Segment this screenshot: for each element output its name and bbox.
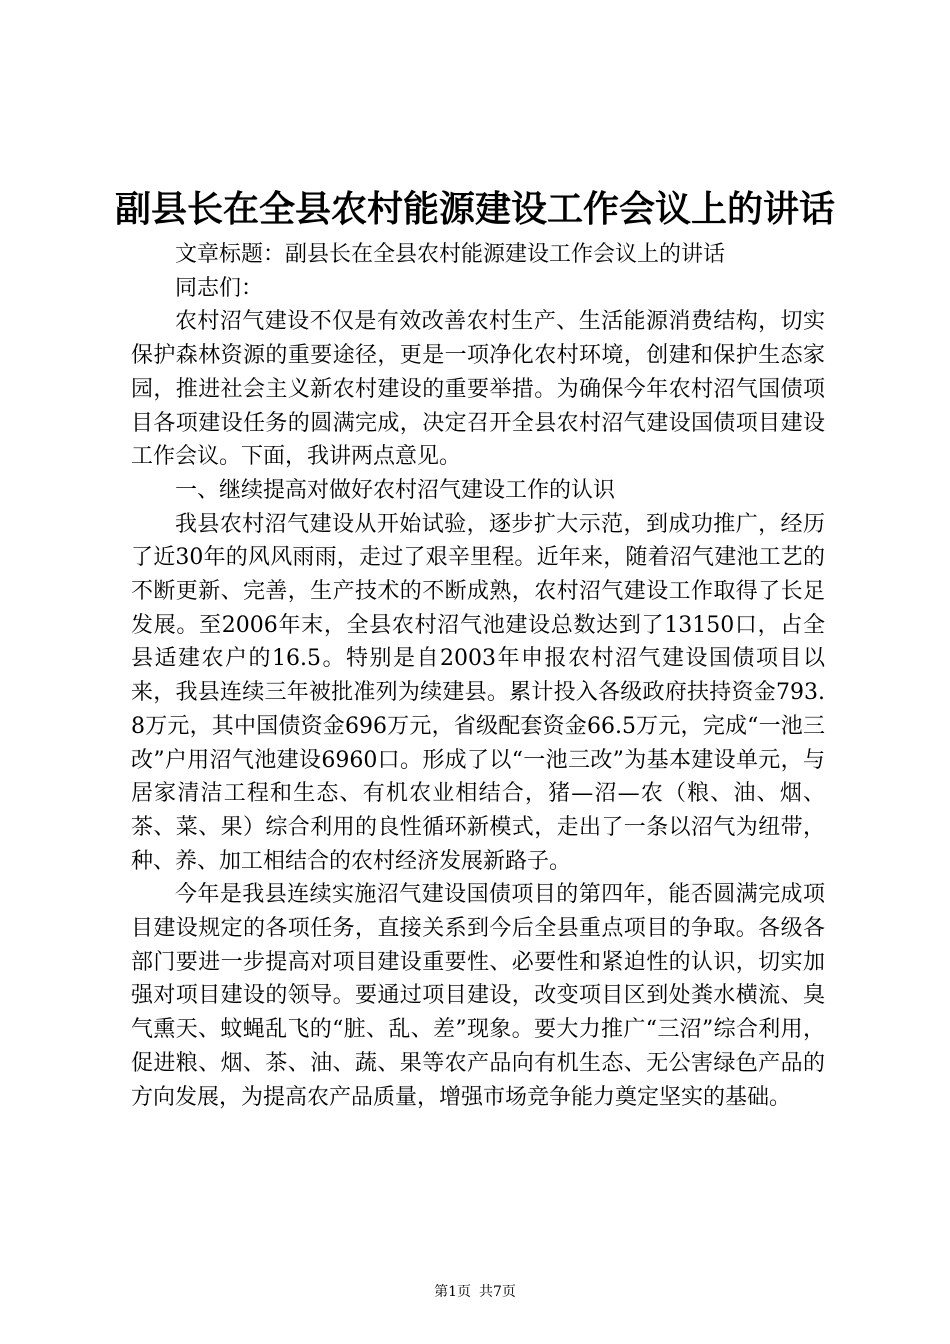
page-total: 共7页 — [479, 1284, 516, 1300]
body-paragraph: 我县农村沼气建设从开始试验，逐步扩大示范，到成功推广，经历了近30年的风风雨雨，走过了艰辛里程。近年来，随着沼气建池工艺的不断更新、完善，生产技术的不断成熟，农村沼气建设工作取得了长足发展。至2006年末，全县农村沼气池建设总数达到了13150口，占全县适建农户的16.5。特别是自2003年申报农村沼气建设国债项目以来，我县连续三年被批准列为续建县。累计投入各级政府扶持资金793.8万元，其中国债资金696万元，省级配套资金66.5万元，完成“一池三改”户用沼气池建设6960口。形成了以“一池三改”为基本建设单元，与居家清洁工程和生态、有机农业相结合，猪—沼—农（粮、油、烟、茶、菜、果）综合利用的良性循环新模式，走出了一条以沼气为纽带，种、养、加工相结合的农村经济发展新路子。 — [131, 511, 825, 874]
section-heading: 一、继续提高对做好农村沼气建设工作的认识 — [175, 477, 616, 503]
page-footer — [0, 1282, 950, 1302]
article-title-line: 文章标题：副县长在全县农村能源建设工作会议上的讲话 — [175, 242, 726, 267]
document-body — [131, 238, 825, 1114]
page-number: 第1页 — [434, 1284, 471, 1300]
salutation: 同志们： — [175, 275, 264, 301]
body-paragraph: 今年是我县连续实施沼气建设国债项目的第四年，能否圆满完成项目建设规定的各项任务，直接关系到今后全县重点项目的争取。各级各部门要进一步提高对项目建设重要性、必要性和紧迫性的认识，切实加强对项目建设的领导。要通过项目建设，改变项目区到处粪水横流、臭气熏天、蚊蝇乱飞的“脏、乱、差”现象。要大力推广“三沼”综合利用，促进粮、烟、茶、油、蔬、果等农产品向有机生态、无公害绿色产品的方向发展，为提高农产品质量，增强市场竞争能力奠定坚实的基础。 — [131, 882, 825, 1110]
intro-paragraph: 农村沼气建设不仅是有效改善农村生产、生活能源消费结构，切实保护森林资源的重要途径，更是一项净化农村环境，创建和保护生态家园，推进社会主义新农村建设的重要举措。为确保今年农村沼气国债项目各项建设任务的圆满完成，决定召开全县农村沼气建设国债项目建设工作会议。下面，我讲两点意见。 — [131, 309, 825, 470]
document-title: 副县长在全县农村能源建设工作会议上的讲话 — [114, 189, 835, 230]
